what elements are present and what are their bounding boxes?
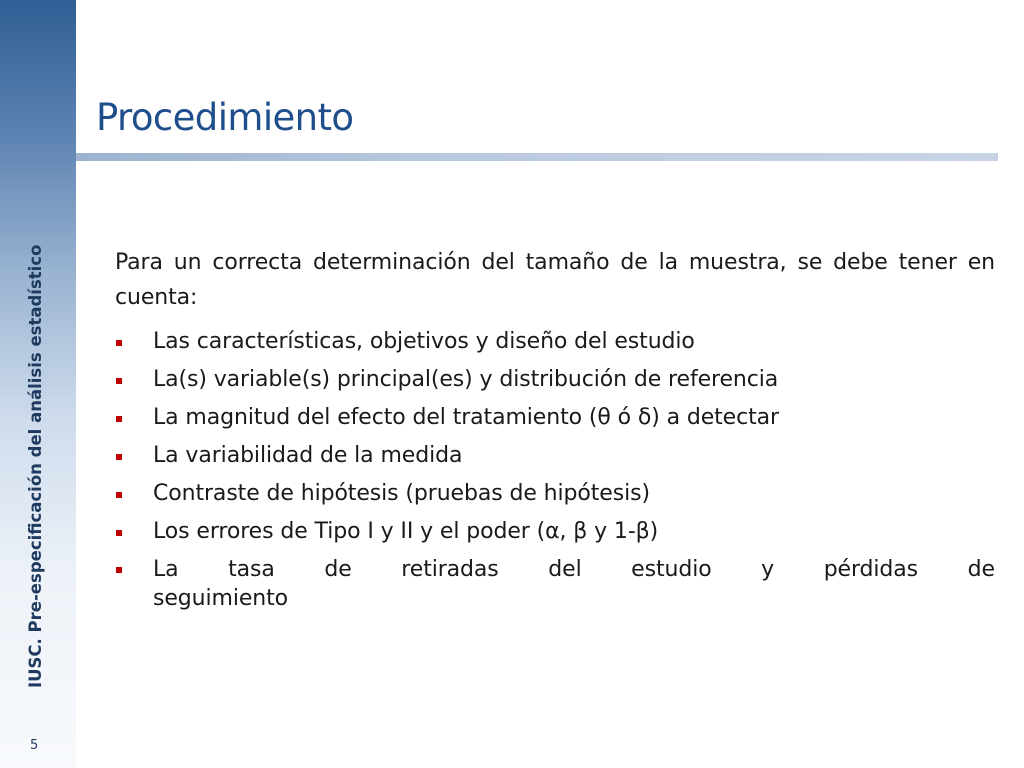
list-item-text: La variabilidad de la medida	[153, 443, 463, 468]
word: La	[153, 557, 179, 582]
list-item-text: Contraste de hipótesis (pruebas de hipótesis)	[153, 481, 650, 506]
word: de	[967, 557, 995, 582]
sidebar-vertical-text: IUSC. Pre-especificación del análisis estadístico	[26, 244, 45, 688]
word: y	[761, 557, 775, 582]
title-divider	[76, 153, 998, 161]
bullet-list	[115, 325, 995, 613]
list-item-justified-line	[153, 555, 995, 584]
slide-content	[115, 245, 995, 617]
list-item	[115, 515, 995, 549]
square-bullet-icon	[116, 454, 122, 460]
square-bullet-icon	[116, 530, 122, 536]
list-item-text: Las características, objetivos y diseño del estudio	[153, 329, 695, 354]
list-item	[115, 439, 995, 473]
page-title: Procedimiento	[96, 96, 354, 139]
word: estudio	[631, 557, 712, 582]
square-bullet-icon	[116, 567, 122, 573]
list-item-text: La(s) variable(s) principal(es) y distribución de referencia	[153, 367, 779, 392]
list-item	[115, 325, 995, 359]
square-bullet-icon	[116, 378, 122, 384]
list-item	[115, 477, 995, 511]
word: de	[324, 557, 352, 582]
word: pérdidas	[823, 557, 919, 582]
sidebar	[0, 0, 76, 768]
list-item-text: La magnitud del efecto del tratamiento (θ ó δ) a detectar	[153, 405, 779, 430]
intro-paragraph: Para un correcta determinación del tamaño de la muestra, se debe tener en cuenta:	[115, 250, 995, 310]
square-bullet-icon	[116, 340, 122, 346]
list-item	[115, 401, 995, 435]
list-item-continuation: seguimiento	[153, 586, 289, 611]
word: tasa	[228, 557, 275, 582]
list-item	[115, 555, 995, 613]
word: retiradas	[401, 557, 499, 582]
page-number: 5	[30, 738, 39, 753]
square-bullet-icon	[116, 416, 122, 422]
square-bullet-icon	[116, 492, 122, 498]
list-item-text: Los errores de Tipo I y II y el poder (α, β y 1-β)	[153, 519, 659, 544]
list-item	[115, 363, 995, 397]
word: del	[548, 557, 582, 582]
